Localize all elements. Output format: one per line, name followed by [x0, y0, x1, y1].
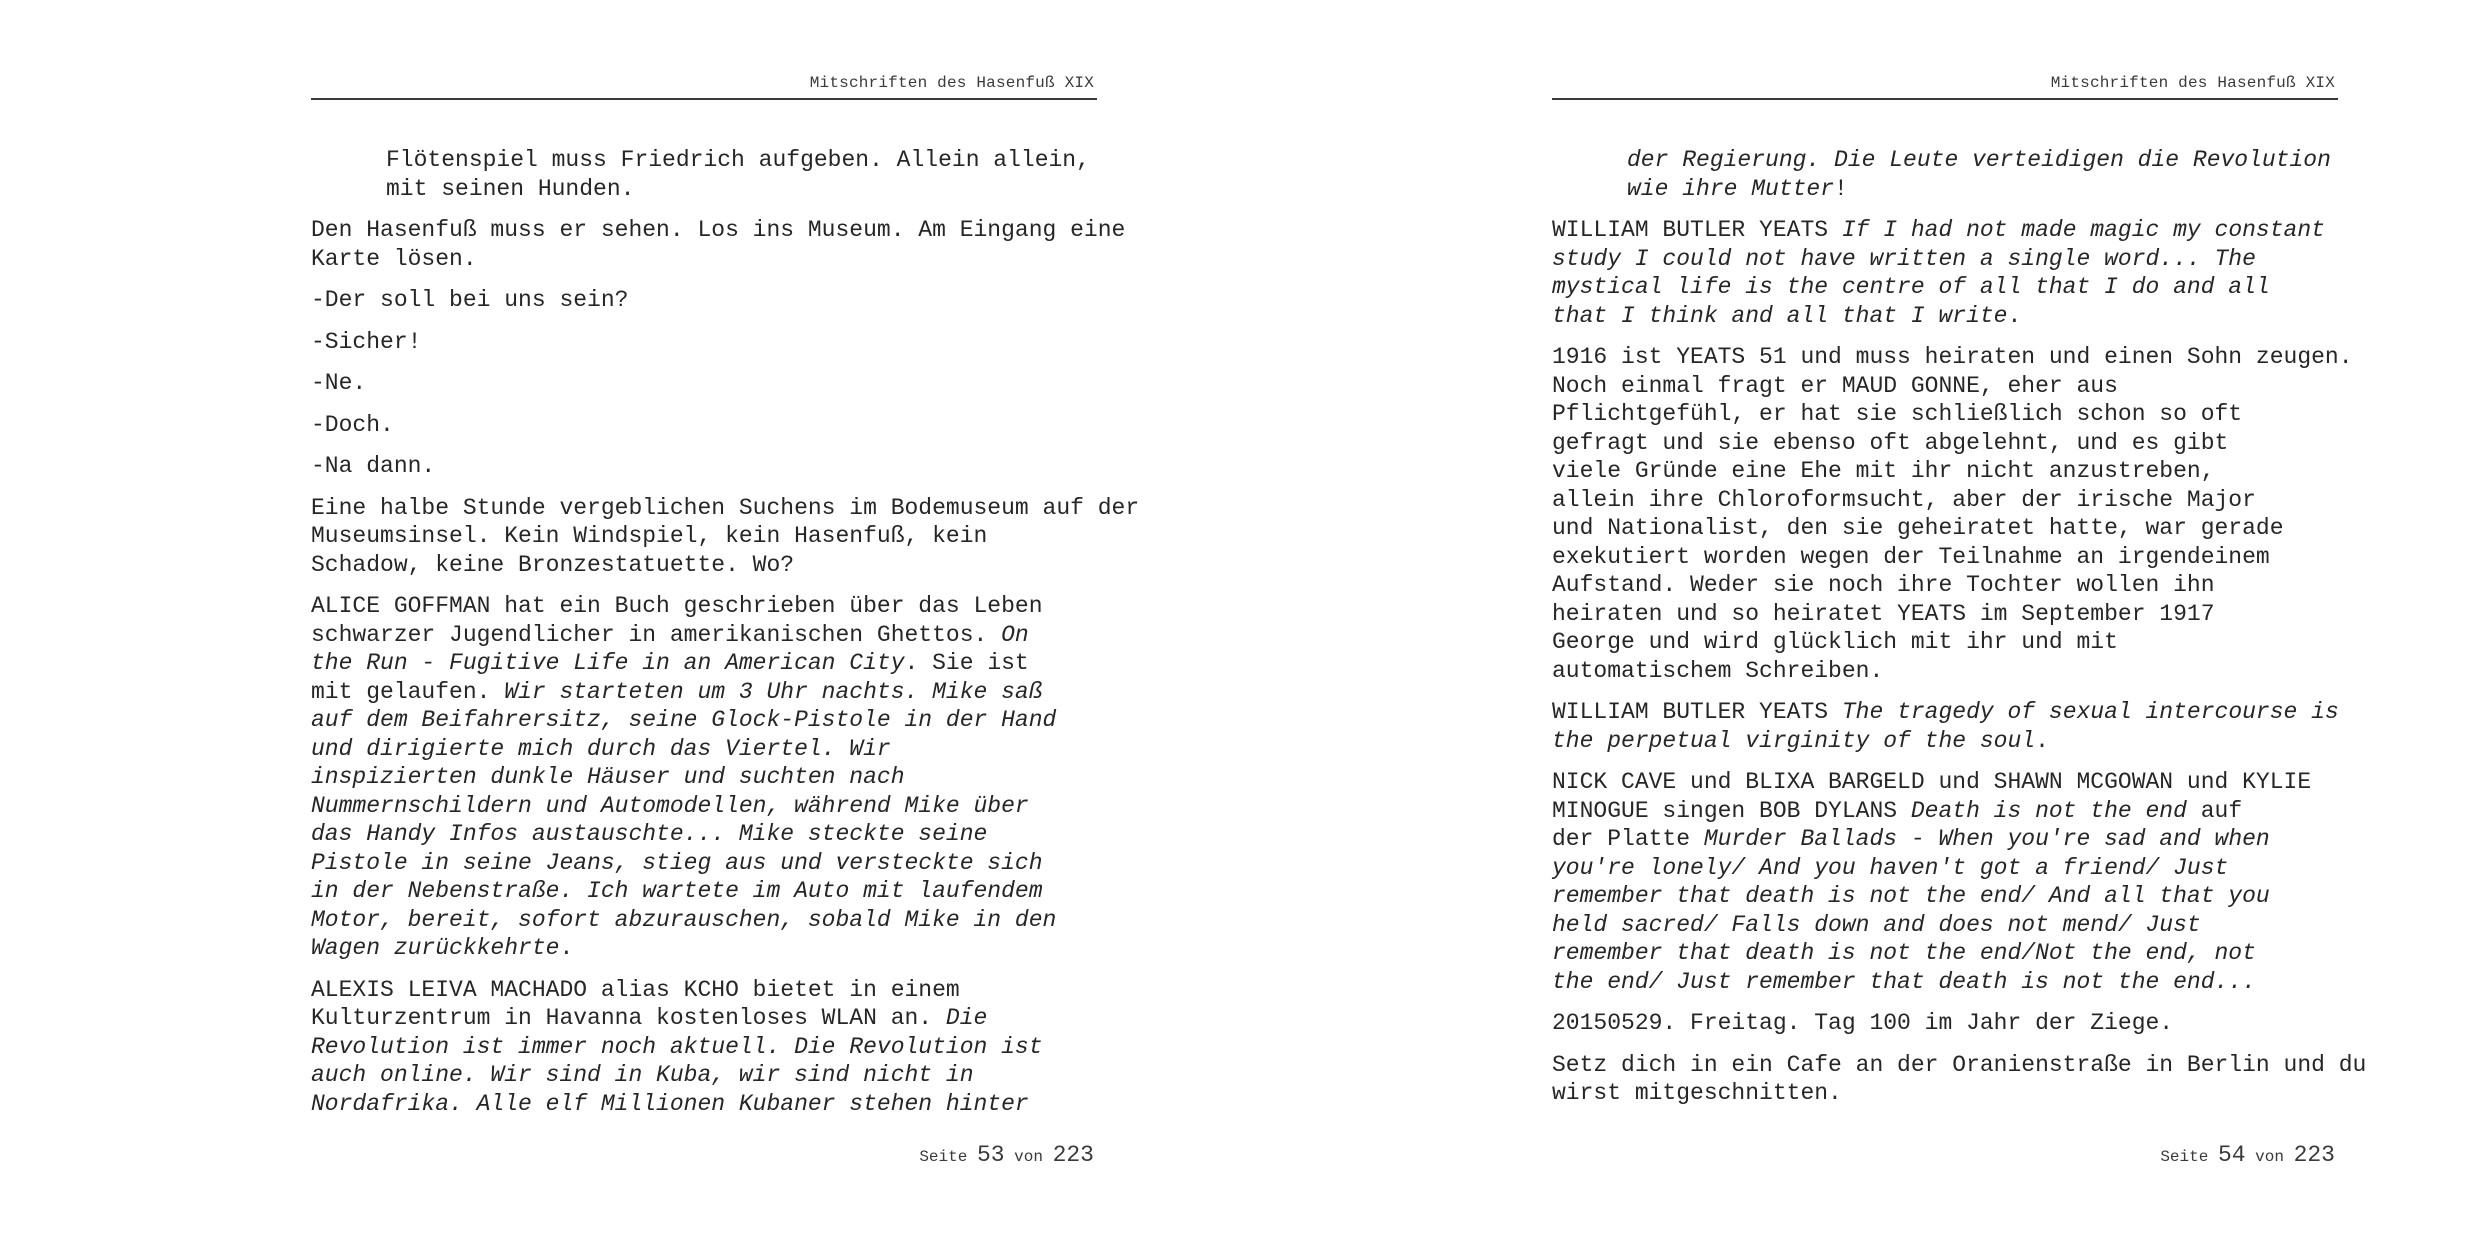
text-line [1627, 146, 2338, 175]
text-segment: mit gelaufen. [311, 678, 505, 705]
page-footer [919, 1142, 1094, 1168]
text-segment: NICK CAVE und BLIXA BARGELD und SHAWN MCGOWAN und KYLIE [1552, 769, 2312, 795]
paragraph [311, 216, 1126, 273]
text-line [1552, 514, 2338, 543]
text-segment: gefragt und sie ebenso oft abgelehnt, und es gibt [1552, 429, 2229, 456]
text-line [1552, 273, 2338, 302]
paragraph [311, 452, 1097, 481]
text-line [1552, 600, 2338, 629]
text-line [1552, 429, 2338, 458]
text-line [1552, 882, 2338, 911]
paragraph [1552, 1009, 2338, 1038]
text-segment: MINOGUE singen BOB DYLANS [1552, 797, 1911, 824]
italic-quote-segment: Death is not the end [1910, 797, 2187, 824]
text-segment: Setz dich in ein Cafe an der Oranienstraße in Berlin und du [1552, 1051, 2367, 1078]
text-line [386, 146, 1097, 175]
text-line [311, 820, 1097, 849]
italic-quote-segment: Die [945, 1005, 988, 1031]
paragraph [311, 369, 1097, 398]
italic-quote-segment: inspizierten dunkle Häuser und suchten nach [311, 764, 905, 790]
text-line [311, 411, 1097, 440]
page-body [1552, 146, 2367, 1121]
italic-quote-segment: auf dem Beifahrersitz, seine Glock-Pistole in der Hand [311, 707, 1057, 733]
paragraph [311, 411, 1097, 440]
paragraph [1552, 216, 2338, 330]
text-line [311, 551, 1097, 580]
italic-quote-segment: auch online. Wir sind in Kuba, wir sind nicht in [311, 1062, 974, 1088]
text-line [311, 706, 1097, 735]
text-segment: -Doch. [311, 411, 394, 438]
italic-quote-segment: On [1001, 621, 1029, 648]
italic-quote-segment: Wir starteten um 3 Uhr nachts. Mike saß [504, 678, 1043, 705]
text-segment: Kulturzentrum in Havanna kostenloses WLAN an. [311, 1005, 946, 1031]
page-header [1552, 71, 2338, 100]
text-line [1552, 302, 2338, 331]
italic-quote-segment: that I think and all that I write [1552, 302, 2008, 329]
paragraph [1552, 146, 2338, 203]
text-line [311, 452, 1097, 481]
text-line [311, 849, 1097, 878]
italic-quote-segment: the perpetual virginity of the soul [1552, 727, 2036, 754]
text-segment: Aufstand. Weder sie noch ihre Tochter wollen ihn [1552, 572, 2215, 598]
text-segment: Den Hasenfuß muss er sehen. Los ins Museum. Am Eingang eine [311, 217, 1126, 243]
text-segment: schwarzer Jugendlicher in amerikanischen Ghettos. [311, 621, 1002, 648]
text-line [386, 175, 1097, 204]
text-line [1552, 939, 2338, 968]
italic-quote-segment: mystical life is the centre of all that I do and all [1552, 274, 2270, 300]
text-line [311, 792, 1097, 821]
italic-quote-segment: und dirigierte mich durch das Viertel. Wir [311, 735, 891, 762]
text-line [311, 621, 1097, 650]
paragraph [1552, 698, 2338, 755]
text-segment: der Platte [1552, 826, 1704, 852]
paragraph [311, 328, 1097, 357]
text-segment: Karte lösen. [311, 245, 477, 272]
paragraph [1552, 1051, 2367, 1108]
page-body [311, 146, 1140, 1131]
text-segment: allein ihre Chloroformsucht, aber der irische Major [1552, 486, 2256, 513]
footer-von-label: von [2255, 1148, 2284, 1166]
text-segment: -Na dann. [311, 453, 436, 479]
italic-quote-segment: The tragedy of sexual intercourse is [1841, 699, 2339, 725]
text-segment: WILLIAM BUTLER YEATS [1552, 699, 1842, 725]
text-line [1627, 175, 2338, 204]
text-line [1552, 372, 2338, 401]
text-segment: . [559, 935, 574, 961]
footer-von-label: von [1014, 1148, 1043, 1166]
text-line [311, 1033, 1097, 1062]
text-segment: ALICE GOFFMAN hat ein Buch geschrieben über das Leben [311, 593, 1043, 619]
italic-quote-segment: das Handy Infos austauschte... Mike steckte seine [311, 821, 988, 847]
paragraph [311, 286, 1097, 315]
header-title: Mitschriften des Hasenfuß XIX [809, 74, 1094, 92]
text-line [311, 286, 1097, 315]
text-segment: Flötenspiel muss Friedrich aufgeben. Allein allein, [386, 147, 1090, 173]
text-line [311, 976, 1097, 1005]
text-line [1552, 657, 2338, 686]
text-line [1552, 797, 2338, 826]
italic-quote-segment: Revolution ist immer noch aktuell. Die Revolution ist [311, 1033, 1043, 1060]
text-line [1552, 400, 2338, 429]
text-line [1552, 854, 2338, 883]
text-segment: und Nationalist, den sie geheiratet hatte, war gerade [1552, 515, 2284, 541]
text-line [1552, 1051, 2367, 1080]
text-segment: automatischem Schreiben. [1552, 657, 1884, 684]
text-line [311, 369, 1097, 398]
italic-quote-segment: the Run - Fugitive Life in an American City [311, 650, 905, 676]
text-segment: 20150529. Freitag. Tag 100 im Jahr der Ziege. [1552, 1010, 2174, 1036]
text-segment: auf [2186, 797, 2243, 824]
text-segment: Pflichtgefühl, er hat sie schließlich schon so oft [1552, 401, 2243, 427]
text-line [311, 216, 1126, 245]
text-line [311, 1061, 1097, 1090]
italic-quote-segment: study I could not have written a single word... The [1552, 245, 2256, 272]
text-line [1552, 968, 2338, 997]
text-segment: 1916 ist YEATS 51 und muss heiraten und einen Sohn zeugen. [1552, 344, 2353, 370]
text-line [1552, 245, 2338, 274]
right-page [1552, 0, 2367, 1240]
text-line [311, 678, 1097, 707]
text-line [311, 877, 1097, 906]
italic-quote-segment: If I had not made magic my constant [1841, 217, 2325, 243]
italic-quote-segment: you're lonely/ And you haven't got a friend/ Just [1552, 854, 2229, 881]
text-line [311, 328, 1097, 357]
text-segment: . [2007, 302, 2022, 329]
italic-quote-segment: wie ihre Mutter [1627, 175, 1835, 202]
text-line [311, 934, 1097, 963]
text-line [311, 763, 1097, 792]
text-segment: -Sicher! [311, 328, 422, 355]
text-segment: Noch einmal fragt er MAUD GONNE, eher aus [1552, 372, 2118, 399]
text-segment: Eine halbe Stunde vergeblichen Suchens im Bodemuseum auf der [311, 494, 1140, 521]
text-line [1552, 727, 2338, 756]
text-segment: wirst mitgeschnitten. [1552, 1080, 1842, 1106]
italic-quote-segment: remember that death is not the end/Not the end, not [1552, 940, 2256, 966]
text-line [311, 592, 1097, 621]
footer-seite-label: Seite [919, 1148, 968, 1166]
text-segment: . [2035, 727, 2049, 754]
text-line [1552, 628, 2338, 657]
text-line [311, 245, 1097, 274]
text-line [1552, 216, 2338, 245]
paragraph [1552, 343, 2353, 685]
italic-quote-segment: remember that death is not the end/ And all that you [1552, 883, 2270, 909]
footer-seite-label: Seite [2160, 1148, 2209, 1166]
header-title: Mitschriften des Hasenfuß XIX [2050, 74, 2335, 92]
footer-total-pages: 223 [2293, 1142, 2335, 1168]
footer-total-pages: 223 [1052, 1142, 1094, 1168]
text-line [1552, 768, 2338, 797]
text-line [1552, 543, 2338, 572]
text-line [1552, 1009, 2338, 1038]
text-line [1552, 457, 2338, 486]
text-line [311, 649, 1097, 678]
italic-quote-segment: Wagen zurückkehrte [311, 935, 560, 961]
paragraph [1552, 768, 2338, 996]
page-header [311, 71, 1097, 100]
page-footer [2160, 1142, 2335, 1168]
text-segment: ALEXIS LEIVA MACHADO alias KCHO bietet in einem [311, 976, 960, 1003]
text-segment: George und wird glücklich mit ihr und mit [1552, 629, 2118, 655]
paragraph [311, 976, 1097, 1119]
text-line [311, 906, 1097, 935]
text-line [311, 1090, 1097, 1119]
text-line [1552, 911, 2338, 940]
text-line [1552, 343, 2353, 372]
italic-quote-segment: in der Nebenstraße. Ich wartete im Auto mit laufendem [311, 878, 1043, 904]
text-segment: . Sie ist [904, 650, 1029, 676]
text-segment: viele Gründe eine Ehe mit ihr nicht anzustreben, [1552, 458, 2215, 484]
italic-quote-segment: Pistole in seine Jeans, stieg aus und versteckte sich [311, 849, 1043, 876]
italic-quote-segment: held sacred/ Falls down and does not mend/ Just [1552, 911, 2201, 938]
italic-quote-segment: Nummernschildern und Automodellen, während Mike über [311, 792, 1029, 819]
text-segment: heiraten und so heiratet YEATS im September 1917 [1552, 600, 2215, 627]
text-line [1552, 825, 2338, 854]
italic-quote-segment: Murder Ballads - When you're sad and when [1703, 826, 2270, 852]
paragraph [311, 146, 1097, 203]
italic-quote-segment: Motor, bereit, sofort abzurauschen, sobald Mike in den [311, 906, 1057, 933]
text-line [311, 1004, 1097, 1033]
italic-quote-segment: der Regierung. Die Leute verteidigen die Revolution [1627, 147, 2331, 173]
text-line [1552, 698, 2339, 727]
footer-page-number: 54 [2217, 1142, 2246, 1168]
text-line [311, 522, 1097, 551]
text-segment: Schadow, keine Bronzestatuette. Wo? [311, 551, 795, 578]
left-page [311, 0, 1140, 1240]
text-segment: WILLIAM BUTLER YEATS [1552, 217, 1842, 243]
text-line [1552, 571, 2338, 600]
paragraph [311, 592, 1097, 963]
text-segment: -Ne. [311, 370, 367, 396]
text-segment: Museumsinsel. Kein Windspiel, kein Hasenfuß, kein [311, 523, 988, 549]
paragraph [311, 494, 1140, 580]
italic-quote-segment: Nordafrika. Alle elf Millionen Kubaner stehen hinter [311, 1090, 1029, 1117]
text-segment: exekutiert worden wegen der Teilnahme an irgendeinem [1552, 543, 2270, 570]
text-line [311, 494, 1140, 523]
text-segment: ! [1834, 175, 1848, 202]
text-line [1552, 1079, 2338, 1108]
text-segment: mit seinen Hunden. [386, 175, 635, 202]
text-line [311, 735, 1097, 764]
text-line [1552, 486, 2338, 515]
footer-page-number: 53 [976, 1142, 1005, 1168]
italic-quote-segment: the end/ Just remember that death is not the end... [1552, 968, 2256, 995]
text-segment: -Der soll bei uns sein? [311, 287, 629, 313]
